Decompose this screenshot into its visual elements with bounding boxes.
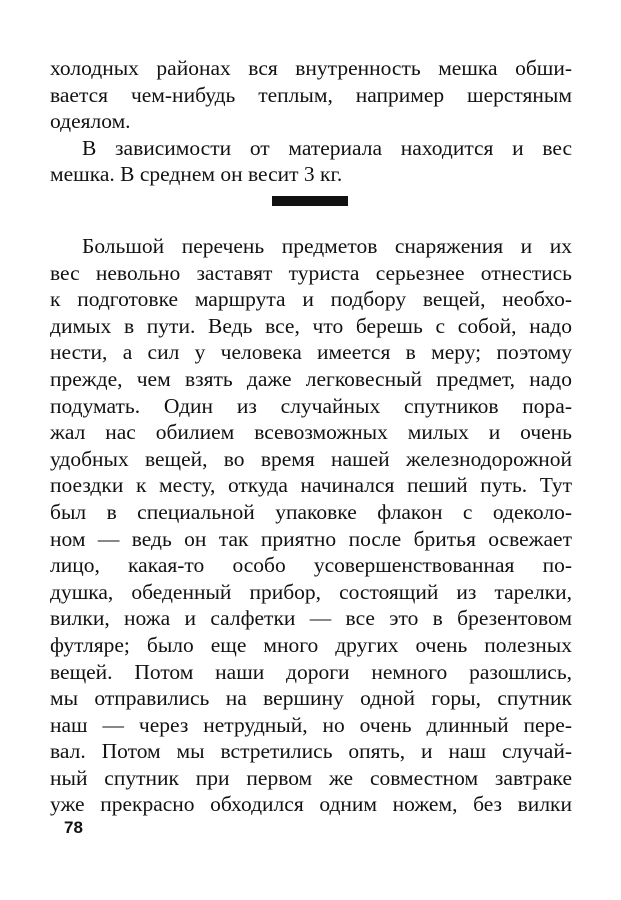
text-line: уже прекрасно обходился одним ножем, без вилки (50, 792, 572, 817)
text-line: футляре; было еще много других очень полезных (50, 632, 572, 657)
text-line: удобных вещей, во время нашей железнодорожной (50, 446, 572, 471)
text-line: подумать. Один из случайных спутников пора- (50, 393, 572, 418)
top-text-block (50, 55, 572, 188)
text-line: Большой перечень предметов снаряжения и их (82, 234, 572, 258)
text-line: В зависимости от материала находится и вес (82, 135, 572, 160)
text-line: вилки, ножа и салфетки — все это в брезентовом (50, 606, 572, 631)
text-line: ном — ведь он так приятно после бритья освежает (50, 526, 572, 551)
text-line: вается чем-нибудь теплым, например шерстяным (50, 82, 572, 107)
text-line: к подготовке маршрута и подбору вещей, необхо- (50, 287, 572, 312)
section-separator (272, 196, 348, 206)
page-number: 78 (64, 818, 83, 837)
text-line: холодных районах вся внутренность мешка обши- (50, 56, 572, 80)
text-line: душка, обеденный прибор, состоящий из тарелки, (50, 579, 572, 604)
text-line: мы отправились на вершину одной горы, спутник (50, 686, 572, 711)
text-line: наш — через нетрудный, но очень длинный пере- (50, 712, 572, 737)
text-line: жал нас обилием всевозможных милых и очень (50, 420, 572, 445)
text-line: вал. Потом мы встретились опять, и наш случай- (50, 739, 572, 764)
text-line: поездки к месту, откуда начинался пеший путь. Тут (50, 473, 572, 498)
text-line: лицо, какая-то особо усовершенствованная по- (50, 553, 572, 578)
text-line: одеялом. (50, 109, 131, 134)
text-line: вес невольно заставят туриста серьезнее отнестись (50, 260, 572, 285)
text-line: вещей. Потом наши дороги немного разошлись, (50, 659, 572, 684)
text-line: нести, а сил у человека имеется в меру; поэтому (50, 340, 572, 365)
main-paragraph (50, 233, 572, 818)
text-line: ный спутник при первом же совместном завтраке (50, 765, 572, 790)
text-line: был в специальной упаковке флакон с одеколо- (50, 499, 572, 524)
text-line: прежде, чем взять даже легковесный предмет, надо (50, 366, 572, 391)
text-line: димых в пути. Ведь все, что берешь с собой, надо (50, 313, 572, 338)
text-line: мешка. В среднем он весит 3 кг. (50, 162, 343, 187)
